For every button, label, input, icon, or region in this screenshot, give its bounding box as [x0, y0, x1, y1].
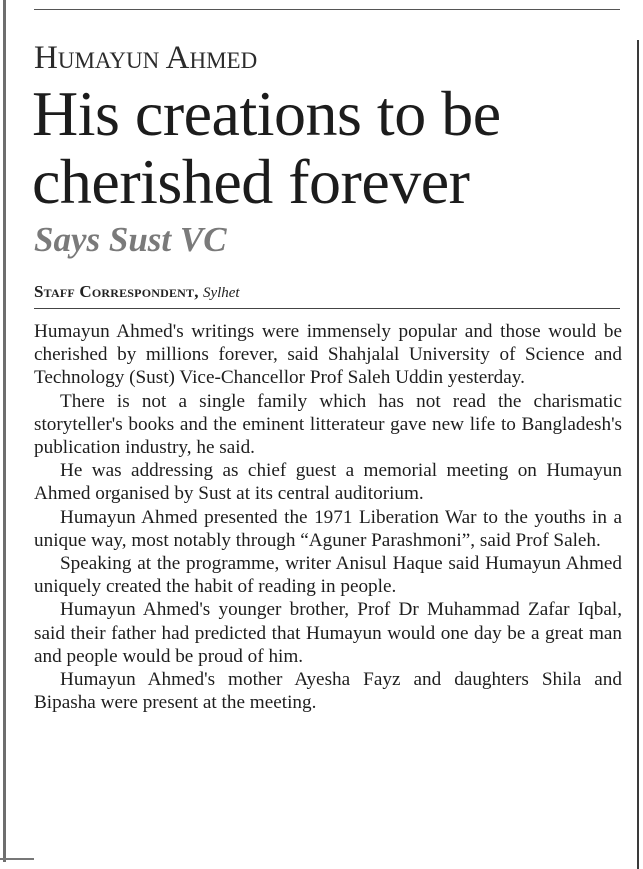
kicker	[34, 38, 257, 78]
paragraph: Humayun Ahmed's younger brother, Prof Dr Muhammad Zafar Iqbal, said their father had predicted that Humayun would one day be a great man and people would be proud of him.	[34, 599, 622, 667]
byline-role: Staff Correspondent,	[34, 282, 199, 301]
subhead: Says Sust VC	[34, 220, 227, 259]
article-body	[34, 320, 622, 714]
headline: His creations to be cherished forever	[32, 78, 501, 217]
byline-place: Sylhet	[202, 285, 240, 301]
kicker-text: Humayun Ahmed	[34, 40, 258, 76]
paragraph: Humayun Ahmed's writings were immensely popular and those would be cherished by millions forever, said Shahjalal University of Science and Technology (Sust) Vice-Chancellor Prof Saleh Uddin yesterday.	[34, 321, 622, 389]
column-right-edge	[637, 40, 639, 869]
byline	[34, 282, 240, 303]
top-rule	[34, 9, 620, 10]
paragraph: He was addressing as chief guest a memorial meeting on Humayun Ahmed organised by Sust at its central auditorium.	[34, 460, 622, 505]
paragraph: There is not a single family which has not read the charismatic storyteller's books and the eminent litterateur gave new life to Bangladesh's publication industry, he said.	[34, 390, 622, 459]
paragraph: Humayun Ahmed presented the 1971 Liberation War to the youths in a unique way, most notably through “Aguner Parashmoni”, said Prof Saleh.	[34, 506, 622, 551]
paragraph: Humayun Ahmed's mother Ayesha Fayz and daughters Shila and Bipasha were present at the meeting.	[34, 669, 622, 714]
byline-rule	[34, 308, 620, 309]
paragraph: Speaking at the programme, writer Anisul Haque said Humayun Ahmed uniquely created the habit of reading in people.	[34, 553, 622, 598]
page-left-edge	[3, 0, 6, 862]
bottom-left-rule	[0, 858, 34, 860]
